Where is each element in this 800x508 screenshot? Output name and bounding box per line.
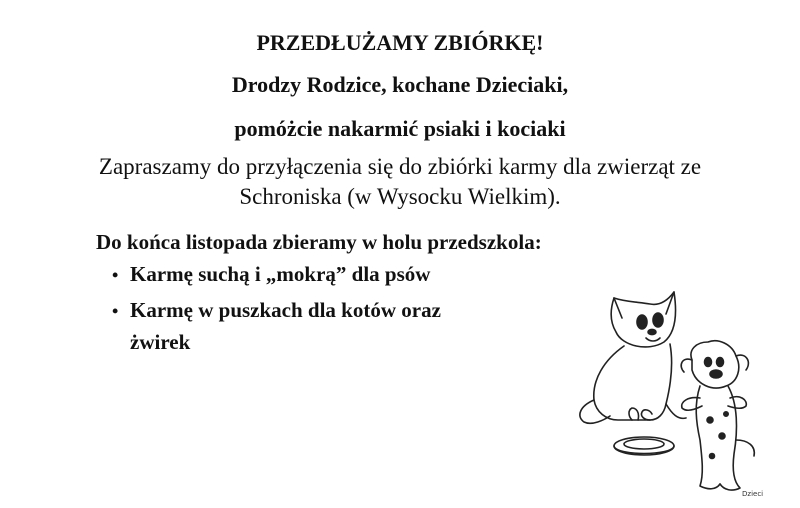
list-item-text: Karmę w puszkach dla kotów oraz (130, 298, 441, 322)
list-item-continuation: żwirek (130, 330, 191, 354)
bullet-icon: • (112, 265, 119, 285)
greeting-line-2: pomóżcie nakarmić psiaki i kociaki (234, 116, 566, 141)
dog-illustration (681, 341, 754, 490)
cat-illustration (580, 292, 686, 423)
list-item-text: Karmę suchą i „mokrą” dla psów (130, 262, 431, 286)
page-title: PRZEDŁUŻAMY ZBIÓRKĘ! (256, 30, 544, 55)
collection-info: Do końca listopada zbieramy w holu przedszkola: (96, 230, 542, 254)
list-item (112, 262, 430, 287)
image-credit: Dzieci (742, 490, 764, 498)
bullet-icon: • (112, 301, 119, 321)
invitation-line-2: Schroniska (w Wysocku Wielkim). (239, 184, 561, 209)
invitation-line-1: Zapraszamy do przyłączenia się do zbiórki karmy dla zwierząt ze (98, 154, 702, 179)
cat-and-dog-illustration (570, 270, 770, 500)
bowl-illustration (614, 437, 674, 455)
list-item (112, 298, 441, 323)
greeting-line-1: Drodzy Rodzice, kochane Dzieciaki, (231, 72, 569, 97)
